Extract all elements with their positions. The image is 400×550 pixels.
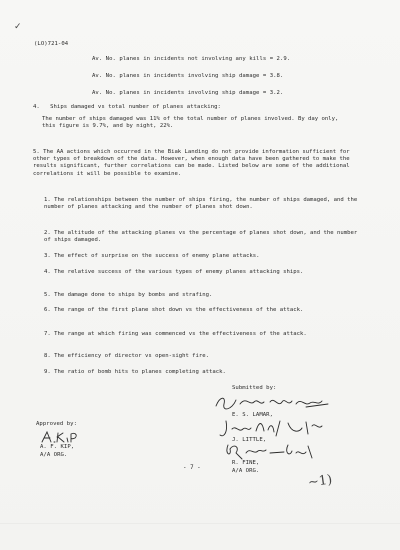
corner-mark: ~1) [307,472,334,491]
stat-line-damage: Av. No. planes in incidents involving ship damage = 3.2. [92,90,284,96]
signatory-name: R. FINE, [232,460,260,466]
signatory-name: J. LITTLE, [232,437,267,443]
signatory-name: E. S. LAMAR, [232,412,274,418]
section4-body: The number of ships damaged was 11% of the total number of planes involved. By day only, this figure is 9.7%, and by night, 22%. [42,116,339,130]
signature-lamar [212,392,337,414]
list-item: 7. The range at which firing was commenced vs the effectiveness of the attack. [44,331,307,337]
doc-ref: (LO)721-04 [34,41,69,47]
stat-line-kills: Av. No. planes in incidents not involving any kills = 2.9. [92,56,291,62]
list-item: 9. The ratio of bomb hits to planes completing attack. [44,369,226,375]
list-item: 8. The efficiency of director vs open-sight fire. [44,353,210,359]
section5-body: 5. The AA actions which occurred in the Biak Landing do not provide information sufficient for other types of breakdown of the data. However, when enough data have been gathered to make the results significant, further correlations can be made. Listed below are some of the additional correlations it will be possible to examine. [33,149,350,177]
approved-by-label: Approved by: [36,421,78,427]
list-item: 1. The relationships between the number of ships firing, the number of ships damaged, and the number of planes attacking and the number of planes shot down. [44,197,358,211]
list-item: 2. The altitude of the attacking planes vs the percentage of planes shot down, and the number of ships damaged. [44,230,358,244]
approver-name: A. F. KIP, [40,444,75,450]
signature-kip [38,429,88,445]
list-item: 4. The relative success of the various types of enemy planes attacking ships. [44,269,304,275]
signatory-org: A/A ORG. [232,468,260,474]
list-item: 6. The range of the first plane shot down vs the effectiveness of the attack. [44,307,304,313]
list-item: 3. The effect of surprise on the success of enemy plane attacks. [44,253,260,259]
page-number: - 7 - [183,465,201,471]
check-mark-icon: ✓ [14,22,22,32]
section4-heading: 4. Ships damaged vs total number of planes attacking: [33,104,221,110]
submitted-by-label: Submitted by: [232,385,277,391]
page-edge [0,523,400,524]
stat-line-nodamage: Av. No. planes in incidents involving ship damage = 3.8. [92,73,284,79]
list-item: 5. The damage done to ships by bombs and strafing. [44,292,213,298]
approver-org: A/A ORG. [40,452,68,458]
